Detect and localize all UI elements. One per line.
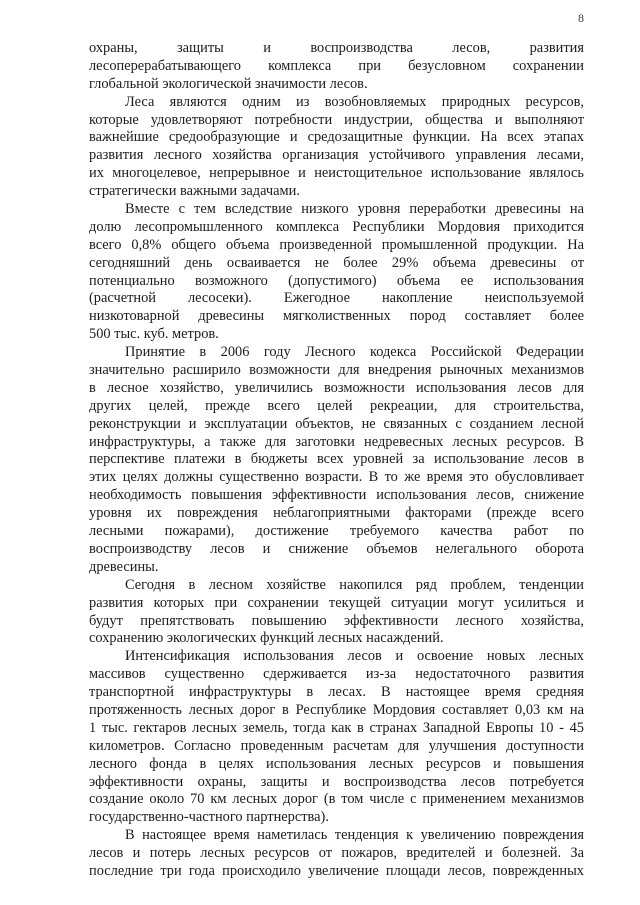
- body-text: [89, 40, 584, 881]
- text-line: важнейшие средообразующие и средозащитные функции. На всех этапах: [89, 129, 584, 146]
- text-line: государственно-частного партнерства).: [89, 809, 329, 826]
- text-line: развития лесного хозяйства организация устойчивого управления лесами,: [89, 147, 584, 164]
- text-line: лесоперерабатывающего комплекса при безусловном сохранении: [89, 57, 584, 74]
- text-line: низкотоварной древесины мягколиственных пород составляет более: [89, 308, 584, 325]
- text-line: других целей, прежде всего целей рекреации, для строительства,: [89, 397, 584, 414]
- text-line: уровня их повреждения неблагоприятными факторами (прежде всего: [89, 505, 584, 522]
- text-line: их многоцелевое, непрерывное и неистощительное использование являлось: [89, 165, 584, 182]
- text-line: километров. Согласно проведенным расчетам для улучшения доступности: [89, 737, 584, 754]
- text-line: (расчетной лесосеки). Ежегодное накопление неиспользуемой: [89, 290, 584, 307]
- text-line: транспортной инфраструктуры в лесах. В настоящее время средняя: [89, 684, 584, 701]
- text-line: В настоящее время наметилась тенденция к увеличению повреждения: [125, 827, 584, 844]
- text-line: Леса являются одним из возобновляемых природных ресурсов,: [125, 93, 584, 110]
- text-line: значительно расширило возможности для внедрения рыночных механизмов: [89, 362, 584, 379]
- text-line: 500 тыс. куб. метров.: [89, 326, 219, 343]
- text-line: развития которых при сохранении текущей ситуации могут усилиться и: [89, 594, 584, 611]
- paragraph: [89, 344, 584, 577]
- text-line: древесины.: [89, 558, 159, 575]
- text-line: долю лесопромышленного комплекса Республики Мордовия приходится: [89, 218, 584, 235]
- text-line: инфраструктуры, а также для заготовки недревесных лесных ресурсов. В: [89, 433, 584, 450]
- text-line: потенциально возможного (допустимого) объема ее использования: [89, 272, 584, 289]
- text-line: сохранению экологических функций лесных насаждений.: [89, 630, 444, 647]
- text-line: лесов и потерь лесных ресурсов от пожаров, вредителей и болезней. За: [89, 845, 584, 862]
- text-line: реконструкции и эксплуатации объектов, не связанных с созданием лесной: [89, 415, 584, 432]
- text-line: массивов существенно сдерживается из-за недостаточного развития: [89, 666, 584, 683]
- text-line: стратегически важными задачами.: [89, 183, 300, 200]
- text-line: сегодняшний день осваивается не более 29% объема древесины от: [89, 254, 584, 271]
- text-line: перспективе платежи в бюджеты всех уровней за использование лесов в: [89, 451, 584, 468]
- text-line: которые удовлетворяют потребности индустрии, общества и выполняют: [89, 111, 584, 128]
- text-line: эффективности охраны, защиты и воспроизводства лесов потребуется: [89, 773, 584, 790]
- text-line: протяженность лесных дорог в Республике Мордовия составляет 0,03 км на: [89, 701, 584, 718]
- text-line: лесными пожарами), достижение требуемого качества работ по: [89, 523, 584, 540]
- text-line: 1 тыс. гектаров лесных земель, тогда как в странах Западной Европы 10 - 45: [89, 719, 584, 736]
- text-line: лесного фонда в целях использования лесных ресурсов и повышения: [89, 755, 584, 772]
- paragraph: [89, 40, 584, 94]
- text-line: этих целях должны существенно возрасти. В то же время это обусловливает: [89, 469, 584, 486]
- text-line: необходимость повышения эффективности использования лесов, снижение: [89, 487, 584, 504]
- paragraph: [89, 827, 584, 881]
- text-line: в лесное хозяйство, увеличились возможности использования лесов для: [89, 379, 584, 396]
- paragraph: [89, 201, 584, 344]
- text-line: всего 0,8% общего объема произведенной промышленной продукции. На: [89, 236, 584, 253]
- text-line: Сегодня в лесном хозяйстве накопился ряд проблем, тенденции: [125, 576, 584, 593]
- text-line: последние три года происходило увеличение площади лесов, поврежденных: [89, 862, 584, 879]
- text-line: создание около 70 км лесных дорог (в том числе с применением механизмов: [89, 791, 584, 808]
- text-line: Интенсификация использования лесов и освоение новых лесных: [125, 648, 584, 665]
- paragraph: [89, 94, 584, 201]
- paragraph: [89, 648, 584, 827]
- text-line: будут препятствовать повышению эффективности лесного хозяйства,: [89, 612, 584, 629]
- text-line: глобальной экологической значимости лесов.: [89, 75, 368, 92]
- text-line: Принятие в 2006 году Лесного кодекса Российской Федерации: [125, 344, 584, 361]
- text-line: охраны, защиты и воспроизводства лесов, развития: [89, 40, 584, 56]
- paragraph: [89, 577, 584, 649]
- text-line: Вместе с тем вследствие низкого уровня переработки древесины на: [125, 201, 584, 218]
- text-line: воспроизводству лесов и снижение объемов нелегального оборота: [89, 540, 584, 557]
- page-number: 8: [578, 11, 584, 25]
